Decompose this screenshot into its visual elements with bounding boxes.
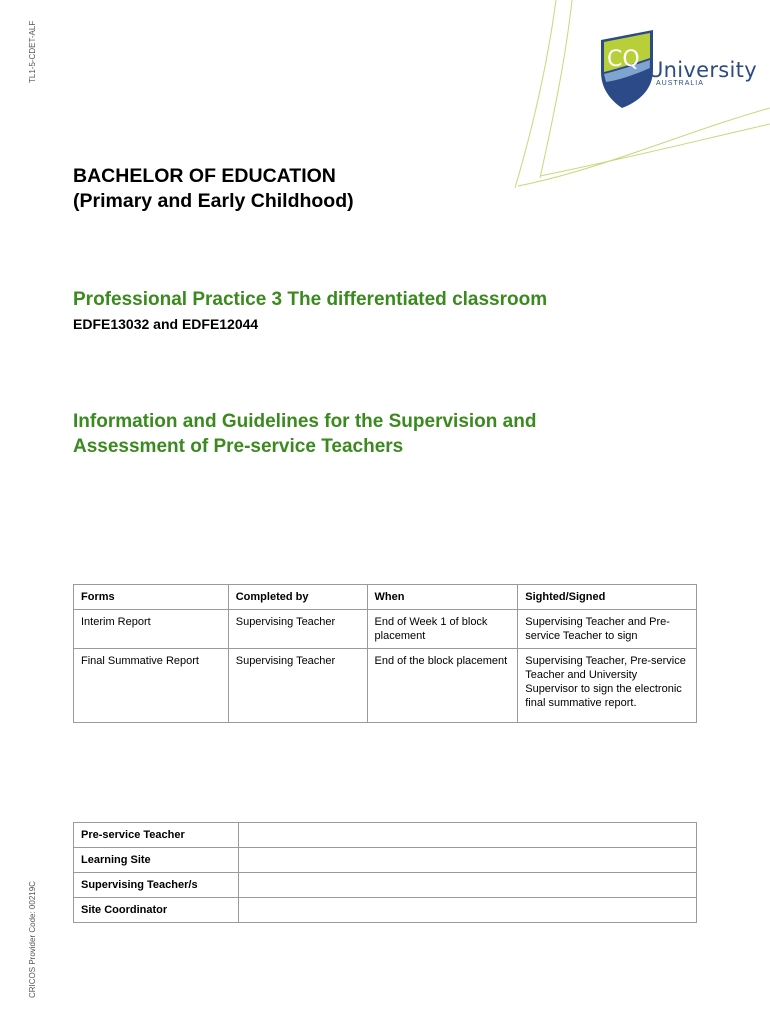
table-row <box>74 823 697 848</box>
cqu-logo <box>598 28 757 110</box>
logo-wordmark: University <box>648 58 757 82</box>
label-learning-site: Learning Site <box>74 848 239 873</box>
field-site-coordinator[interactable] <box>239 898 697 923</box>
course-title: Professional Practice 3 The differentiated classroom <box>73 289 548 310</box>
cell-form: Interim Report <box>74 610 229 649</box>
margin-code-bottom: CRICOS Provider Code: 00219C <box>28 881 37 998</box>
table-row <box>74 873 697 898</box>
column-header-when: When <box>367 585 518 610</box>
guidelines-title-line1: Information and Guidelines for the Supervision and <box>73 411 537 432</box>
cell-completed-by: Supervising Teacher <box>228 610 367 649</box>
logo-mark: CQ <box>607 47 640 72</box>
course-codes: EDFE13032 and EDFE12044 <box>73 316 259 332</box>
field-supervising-teacher[interactable] <box>239 873 697 898</box>
label-site-coordinator: Site Coordinator <box>74 898 239 923</box>
cell-when: End of the block placement <box>367 649 518 723</box>
field-pre-service-teacher[interactable] <box>239 823 697 848</box>
degree-title <box>73 164 354 214</box>
label-pre-service-teacher: Pre-service Teacher <box>74 823 239 848</box>
guidelines-title <box>73 409 693 459</box>
cell-signed: Supervising Teacher, Pre-service Teacher and University Supervisor to sign the electronic final summative report. <box>518 649 697 723</box>
guidelines-title-line2: Assessment of Pre-service Teachers <box>73 436 404 457</box>
column-header-completed-by: Completed by <box>228 585 367 610</box>
table-header-row <box>74 585 697 610</box>
table-row <box>74 649 697 723</box>
logo-country: AUSTRALIA <box>656 80 704 87</box>
table-row <box>74 848 697 873</box>
field-learning-site[interactable] <box>239 848 697 873</box>
degree-title-line1: BACHELOR OF EDUCATION <box>73 165 336 187</box>
details-table <box>73 822 697 923</box>
cell-completed-by: Supervising Teacher <box>228 649 367 723</box>
label-supervising-teacher: Supervising Teacher/s <box>74 873 239 898</box>
margin-code-top: TL1-5-CDET-ALF <box>28 20 37 83</box>
column-header-forms: Forms <box>74 585 229 610</box>
cell-signed: Supervising Teacher and Pre-service Teacher to sign <box>518 610 697 649</box>
column-header-sighted-signed: Sighted/Signed <box>518 585 697 610</box>
table-row <box>74 898 697 923</box>
cell-when: End of Week 1 of block placement <box>367 610 518 649</box>
table-row <box>74 610 697 649</box>
degree-title-line2: (Primary and Early Childhood) <box>73 190 354 212</box>
forms-table <box>73 584 697 723</box>
cell-form: Final Summative Report <box>74 649 229 723</box>
